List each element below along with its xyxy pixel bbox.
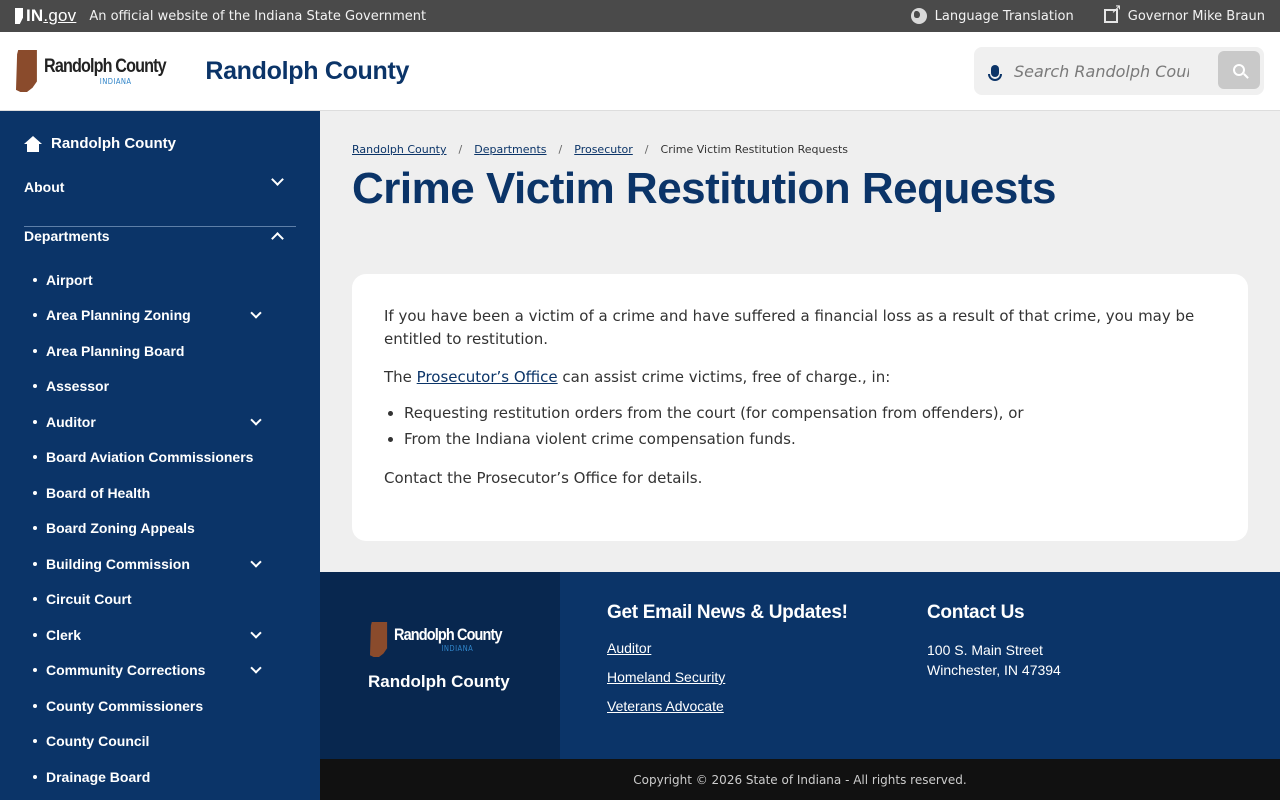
- footer-contact-heading: Contact Us: [927, 602, 1025, 623]
- assist-paragraph: The Prosecutor’s Office can assist crime victims, free of charge., in:: [384, 368, 891, 386]
- logo-state: INDIANA: [99, 76, 132, 86]
- external-link-icon: [1104, 9, 1118, 23]
- governor-link[interactable]: [1104, 9, 1265, 24]
- logo-name: Randolph County: [44, 55, 166, 77]
- sidebar-item-departments[interactable]: [24, 228, 296, 244]
- footer-news-heading: Get Email News & Updates!: [607, 602, 848, 623]
- copyright: Copyright © 2026 State of Indiana - All rights reserved.: [320, 759, 1280, 800]
- sidebar-departments-label: Departments: [24, 228, 110, 244]
- sidebar-dept-label: Airport: [46, 271, 93, 288]
- ingov-in-text: IN: [26, 6, 44, 25]
- ingov-gov-text: .gov: [43, 6, 77, 25]
- intro-paragraph: If you have been a victim of a crime and have suffered a financial loss as a result of that crime, you may be entitled to restitution.: [384, 307, 1195, 348]
- sidebar-dept-label: Board Zoning Appeals: [46, 520, 195, 537]
- breadcrumb: [352, 143, 848, 156]
- state-banner: [0, 0, 1280, 32]
- search-box: [974, 47, 1264, 95]
- list-item: • Requesting restitution orders from the court (for compensation from offenders), or: [404, 400, 1216, 426]
- sidebar-nav: [0, 111, 320, 800]
- sidebar-dept-label: Drainage Board: [46, 768, 151, 785]
- breadcrumb-separator: /: [458, 143, 463, 156]
- search-input[interactable]: [1014, 62, 1189, 81]
- sidebar-dept-item[interactable]: [33, 724, 263, 760]
- home-icon: [24, 136, 42, 152]
- bullet-icon: [33, 313, 37, 317]
- sidebar-dept-label: Area Planning Board: [46, 342, 185, 359]
- content-card: [352, 274, 1248, 541]
- sidebar-dept-item[interactable]: [33, 582, 263, 618]
- breadcrumb-link[interactable]: Randolph County: [352, 143, 447, 156]
- sidebar-dept-item[interactable]: [33, 369, 263, 405]
- bullet-icon: [33, 739, 37, 743]
- footer-brand-title: Randolph County: [368, 672, 510, 691]
- assist-list: [404, 400, 1216, 452]
- bullet-icon: [33, 349, 37, 353]
- chevron-down-icon[interactable]: [250, 556, 261, 567]
- bullet-icon: [33, 491, 37, 495]
- chevron-down-icon[interactable]: [250, 308, 261, 319]
- sidebar-dept-item[interactable]: [33, 475, 263, 511]
- footer-logo-state: INDIANA: [441, 644, 474, 653]
- sidebar-dept-label: Board of Health: [46, 484, 151, 501]
- sidebar-home-link[interactable]: [24, 135, 176, 152]
- sidebar-about-label: About: [24, 179, 65, 195]
- contact-paragraph: Contact the Prosecutor’s Office for details.: [384, 469, 703, 487]
- indiana-map-icon: [16, 50, 38, 92]
- sidebar-dept-label: County Council: [46, 733, 150, 750]
- sidebar-dept-label: Auditor: [46, 413, 96, 430]
- sidebar-dept-item[interactable]: [33, 511, 263, 547]
- footer-logo[interactable]: [370, 622, 521, 657]
- chevron-down-icon[interactable]: [250, 627, 261, 638]
- bullet-icon: [33, 704, 37, 708]
- sidebar-dept-label: Area Planning Zoning: [46, 307, 191, 324]
- address-line-2: Winchester, IN 47394: [927, 662, 1061, 678]
- bullet-icon: [33, 384, 37, 388]
- indiana-map-icon: [370, 622, 388, 657]
- language-translation-link[interactable]: [911, 8, 1074, 24]
- site-title[interactable]: Randolph County: [205, 56, 410, 85]
- chevron-down-icon[interactable]: [250, 414, 261, 425]
- site-footer: [320, 572, 1280, 759]
- sidebar-dept-label: Community Corrections: [46, 662, 206, 679]
- address-line-1: 100 S. Main Street: [927, 642, 1043, 658]
- sidebar-dept-label: Circuit Court: [46, 591, 132, 608]
- ingov-logo[interactable]: [15, 6, 76, 26]
- sidebar-dept-label: Clerk: [46, 626, 82, 643]
- sidebar-dept-label: Board Aviation Commissioners: [46, 449, 254, 466]
- breadcrumb-link[interactable]: Prosecutor: [574, 143, 633, 156]
- bullet-icon: [33, 562, 37, 566]
- chevron-down-icon[interactable]: [250, 663, 261, 674]
- bullet-icon: [33, 455, 37, 459]
- sidebar-home-label: Randolph County: [51, 135, 176, 152]
- governor-label: Governor Mike Braun: [1127, 8, 1265, 24]
- breadcrumb-current: Crime Victim Restitution Requests: [660, 143, 849, 156]
- breadcrumb-separator: /: [644, 143, 649, 156]
- chevron-down-icon[interactable]: [271, 173, 284, 186]
- prosecutors-office-link[interactable]: Prosecutor’s Office: [416, 368, 558, 386]
- chevron-up-icon[interactable]: [271, 232, 284, 245]
- departments-list: [33, 262, 263, 795]
- footer-news-link[interactable]: Veterans Advocate: [607, 698, 724, 714]
- sidebar-dept-item[interactable]: [33, 759, 263, 795]
- globe-icon: [911, 8, 927, 24]
- site-header: [0, 32, 1280, 111]
- sidebar-dept-item[interactable]: [33, 688, 263, 724]
- footer-contact-column: [927, 602, 1061, 680]
- microphone-icon[interactable]: [991, 65, 999, 77]
- sidebar-dept-item[interactable]: [33, 262, 263, 298]
- bullet-icon: [33, 775, 37, 779]
- breadcrumb-separator: /: [558, 143, 563, 156]
- bullet-icon: [33, 633, 37, 637]
- sidebar-dept-item[interactable]: [33, 546, 263, 582]
- footer-news-link[interactable]: Auditor: [607, 640, 652, 656]
- sidebar-dept-label: Building Commission: [46, 555, 190, 572]
- language-translation-label: Language Translation: [934, 8, 1074, 24]
- sidebar-dept-item[interactable]: [33, 404, 263, 440]
- list-item: • From the Indiana violent crime compensation funds.: [404, 426, 1216, 452]
- indiana-state-icon: [15, 8, 23, 24]
- sidebar-dept-item[interactable]: [33, 298, 263, 334]
- bullet-icon: [33, 278, 37, 282]
- bullet-icon: [33, 420, 37, 424]
- county-logo[interactable]: [16, 50, 187, 92]
- sidebar-dept-label: Assessor: [46, 378, 110, 395]
- sidebar-dept-item[interactable]: [33, 653, 263, 689]
- bullet-icon: [33, 597, 37, 601]
- sidebar-item-about[interactable]: [24, 179, 296, 227]
- search-icon: [1233, 64, 1245, 76]
- breadcrumb-link[interactable]: Departments: [474, 143, 547, 156]
- sidebar-dept-label: County Commissioners: [46, 697, 204, 714]
- footer-logo-name: Randolph County: [394, 625, 502, 644]
- bullet-icon: [33, 668, 37, 672]
- footer-news-column: [607, 602, 848, 727]
- bullet-icon: [33, 526, 37, 530]
- page-title: Crime Victim Restitution Requests: [352, 164, 1056, 213]
- sidebar-dept-item[interactable]: [33, 333, 263, 369]
- footer-brand: [320, 572, 560, 759]
- footer-news-link[interactable]: Homeland Security: [607, 669, 726, 685]
- official-website-text: An official website of the Indiana State Government: [89, 8, 427, 24]
- sidebar-dept-item[interactable]: [33, 440, 263, 476]
- search-button[interactable]: [1218, 51, 1260, 89]
- sidebar-dept-item[interactable]: [33, 617, 263, 653]
